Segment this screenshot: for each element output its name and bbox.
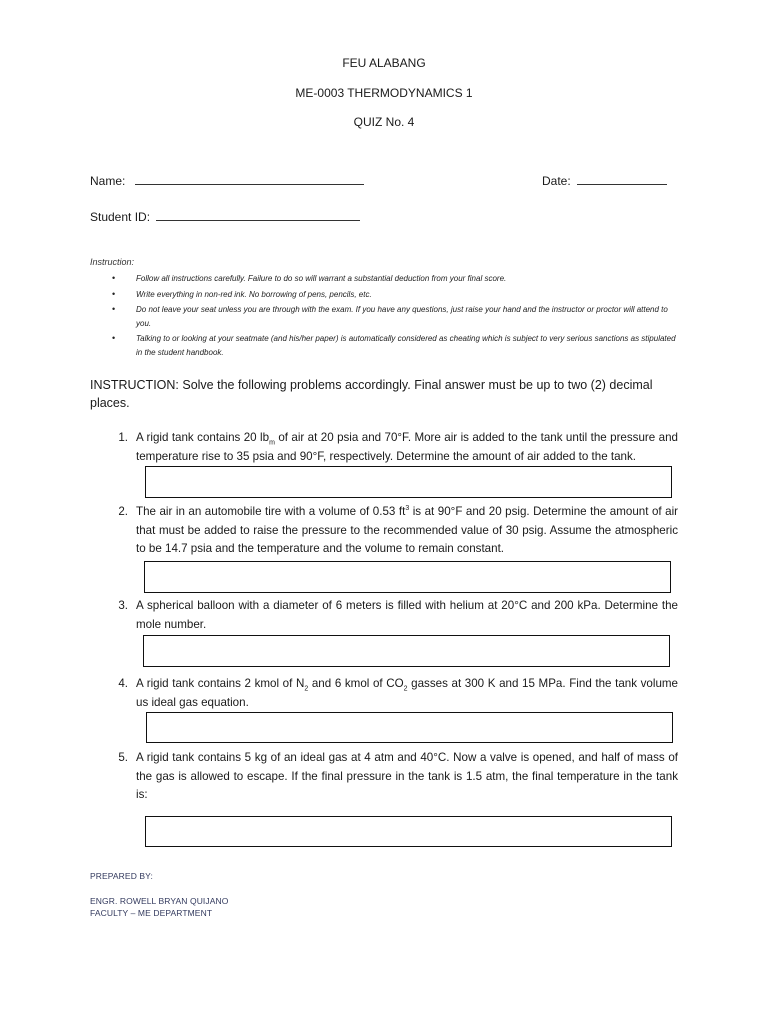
preparer-position: FACULTY – ME DEPARTMENT: [90, 908, 213, 918]
problem-number: 2.: [118, 505, 128, 518]
date-line[interactable]: [577, 173, 667, 185]
instruction-item: • Follow all instructions carefully. Failure to do so will warrant a substantial deduction from your final score.: [106, 272, 680, 286]
problem-3: [110, 597, 678, 634]
instruction-list: [106, 272, 680, 361]
instruction-item: • Talking to or looking at your seatmate (and his/her paper) is automatically considered as cheating which is subject to very serious sanctions as stipulated in the student handbook.: [112, 333, 676, 357]
problem-text: A spherical balloon with a diameter of 6 meters is filled with helium at 20°C and 200 kPa. Determine the mole number.: [136, 599, 678, 631]
problem-1: [110, 429, 678, 466]
answer-box-2[interactable]: [144, 561, 671, 593]
prepared-by-label: PREPARED BY:: [90, 871, 153, 881]
bullet-icon: •: [112, 288, 116, 299]
date-label: Date:: [542, 174, 571, 188]
student-id-field: [90, 209, 360, 224]
problem-text: A rigid tank contains 2 kmol of $N_2$ and 6 kmol of $CO_2$ gasses at 300 K and 15 MPa. Find the tank volume us ideal gas equation.: [136, 677, 678, 709]
main-instruction: INSTRUCTION: Solve the following problems accordingly. Final answer must be up to two (2) decimal places.: [90, 378, 653, 410]
school-name: FEU ALABANG: [342, 56, 426, 70]
problem-number: 5.: [118, 751, 128, 764]
course-title: ME-0003 THERMODYNAMICS 1: [295, 86, 473, 100]
bullet-icon: •: [112, 333, 116, 343]
instruction-title: Instruction:: [90, 257, 135, 267]
problem-text: A rigid tank contains 5 kg of an ideal gas at 4 atm and 40°C. Now a valve is opened, and half of mass of the gas is allowed to escape. If the final pressure in the tank is 1.5 atm, the final temperature in the tank is:: [136, 751, 678, 802]
name-label: Name:: [90, 174, 126, 188]
answer-box-3[interactable]: [143, 635, 670, 667]
problem-text: The air in an automobile tire with a volume of 0.53 $ft^3$ is at 90°F and 20 psig. Determine the amount of air that must be added to raise the pressure to the recommended value of 30 psig. Assume the atmospheric to be 14.7 psia and the temperature and the volume to remain constant.: [136, 505, 679, 556]
name-field: [90, 173, 364, 188]
problem-number: 3.: [118, 599, 128, 612]
problem-number: 4.: [118, 677, 128, 690]
quiz-title: QUIZ No. 4: [353, 115, 415, 129]
instruction-item: • Do not leave your seat unless you are through with the exam. If you have any questions, just raise your hand and the instructor or proctor will attend to you.: [112, 304, 668, 328]
problem-text: A rigid tank contains 20 $lb_m$ of air at 20 psia and 70°F. More air is added to the tank until the pressure and temperature rise to 35 psia and 90°F, respectively. Determine the amount of air added to the tank.: [136, 431, 678, 463]
instruction-item: • Write everything in non-red ink. No borrowing of pens, pencils, etc.: [106, 288, 680, 302]
name-line[interactable]: [135, 173, 364, 185]
student-id-line[interactable]: [156, 209, 360, 221]
answer-box-4[interactable]: [146, 712, 673, 743]
answer-box-1[interactable]: [145, 466, 672, 498]
student-id-label: Student ID:: [90, 210, 151, 224]
bullet-icon: •: [112, 304, 116, 314]
problem-4: [110, 675, 678, 712]
problem-5: [110, 749, 678, 805]
bullet-icon: •: [112, 273, 116, 283]
preparer-name: ENGR. ROWELL BRYAN QUIJANO: [90, 896, 229, 906]
date-field: [542, 173, 667, 188]
problem-number: 1.: [118, 431, 128, 444]
answer-box-5[interactable]: [145, 816, 672, 847]
problem-2: [110, 503, 678, 559]
